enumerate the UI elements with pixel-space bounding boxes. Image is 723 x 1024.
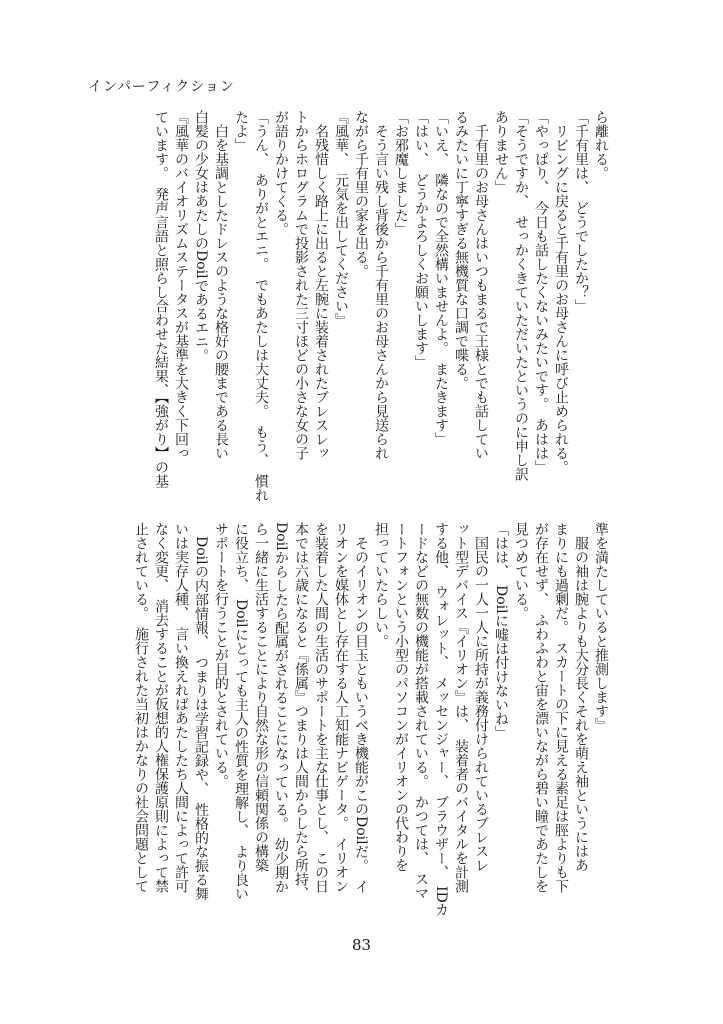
text-line: に役立ち、 Doilにとっても主人の性質を理解し、 より良い	[233, 522, 249, 901]
text-line: ードなどの無数の機能が搭載されている。 かつては、 スマ	[413, 522, 429, 900]
text-line: 服の袖は腕よりも大分長くそれを萌え袖というにはあ	[573, 522, 589, 872]
text-line: 「お邪魔しました」	[393, 110, 409, 236]
text-line: 「やっぱり、 今日も話したくないみたいです。 あはは」	[533, 110, 549, 474]
text-line: 「はい、 どうかよろしくお願いします」	[413, 110, 429, 369]
text-line: リビングに戻ると千有里のお母さんに呼び止められる。	[553, 110, 569, 474]
text-line: ら一緒に生活することにより自然な形の信頼関係の構築	[253, 522, 269, 872]
text-line: 千有里のお母さんはいつもまるで王様とでも話してい	[473, 110, 489, 460]
lower-text-block	[131, 522, 611, 922]
text-line: が語りかけてくる。	[273, 110, 289, 236]
text-line: を装着した人間の生活のサポートを主な仕事とし、 この日	[313, 522, 329, 893]
text-line: リオンを媒体とし存在する人工知能ナビゲータ。 イリオン	[333, 522, 349, 893]
text-line: 白を基調としたドレスのような格好の腰まである長い	[213, 110, 229, 460]
text-line: 『風華のバイオリズムステータスが基準を大きく下回っ	[173, 110, 189, 460]
text-line: るみたいに丁寧すぎる無機質な口調で喋る。	[453, 110, 469, 390]
text-line: 「千有里は、 どうでしたか？」	[573, 110, 589, 313]
text-line: ありません」	[493, 110, 509, 194]
text-line: まりにも過剰だ。 スカートの下に見える素足は脛よりも下	[553, 522, 569, 893]
text-line: する他、 ウォレット、 メッセンジャー、 ブラウザー、 IDカ	[433, 522, 449, 917]
text-line: たよ」	[233, 110, 249, 152]
text-line: 「はは、 Doilに嘘は付けないね」	[493, 522, 509, 740]
text-line: 『風華、 元気を出してください』	[333, 110, 349, 327]
running-title: インパーフィクション	[88, 79, 235, 95]
text-line: いは実存人種、 言い換えればあたしたち人間によって許可	[173, 522, 189, 893]
text-line: サポートを行うことが目的とされている。	[213, 522, 229, 788]
text-line: 準を満たしていると推測します』	[593, 522, 609, 732]
text-line: 担っていたらしい。	[373, 522, 389, 648]
text-line: ています。 発声言語と照らし合わせた結果、【強がり】の基	[153, 110, 169, 488]
text-line: ら離れる。	[593, 110, 609, 180]
text-line: そう言い残し背後から千有里のお母さんから見送られ	[373, 110, 389, 460]
text-line: ながら千有里の家を出る。	[353, 110, 369, 278]
text-line: なく変更、 消去することが仮想的人権保護原則によって禁	[153, 522, 169, 893]
text-line: 見つめている。	[513, 522, 529, 620]
text-line: が存在せず、 ふわふわと宙を漂いながら碧い瞳であたしを	[533, 522, 549, 893]
text-line: Doilの内部情報、 つまりは学習記録や、 性格的な振る舞	[193, 522, 209, 901]
text-line: 本では六歳になると『係属』つまりは人間からしたら所持、	[293, 522, 309, 900]
text-line: 「いえ、 隣なので全然構いませんよ。 またきます」	[433, 110, 449, 446]
upper-text-block	[151, 110, 611, 510]
text-line: トからホログラムで投影された三寸ほどの小さな女の子	[293, 110, 309, 460]
text-line: ット型デバイス『イリオン』は、 装着者のバイタルを計測	[453, 522, 469, 893]
text-line: 「うん、 ありがとエニ。 でもあたしは大丈夫。 もう、 慣れ	[253, 110, 269, 502]
text-line: Doilからしたら配属がされることになっている。 幼少期か	[273, 522, 289, 894]
text-line: 止されている。 施行された当初はかなりの社会問題として	[133, 522, 149, 893]
text-line: そのイリオンの目玉ともいうべき機能がこのDoilだ。 イ	[353, 522, 369, 894]
text-line: 「そうですか、 せっかくきていただいたというのに申し訳	[513, 110, 529, 481]
text-line: ートフォンという小型のパソコンがイリオンの代わりを	[393, 522, 409, 872]
text-line: 白髪の少女はあたしのDoilであるエニ。	[193, 110, 209, 363]
text-line: 国民の一人一人に所持が義務付けられているブレスレ	[473, 522, 489, 872]
text-line: 名残惜しく路上に出ると左腕に装着されたブレスレッ	[313, 110, 329, 460]
page-number: 83	[351, 936, 372, 954]
